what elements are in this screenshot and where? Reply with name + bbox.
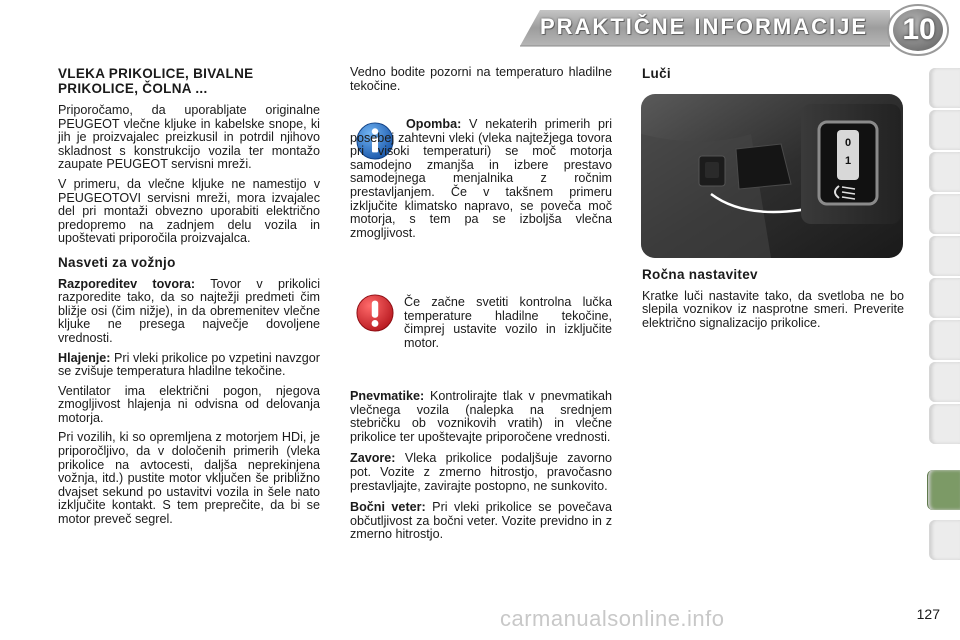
paragraph: Kratke luči nastavite tako, da svetloba ne bo slepila voznikov iz nasprotne smeri. Preverite električno signalizacijo prikolice. bbox=[642, 288, 904, 330]
watermark: carmanualsonline.info bbox=[500, 606, 725, 631]
column-left bbox=[58, 66, 320, 533]
text: Pri vleki prikolice po vzpetini navzgor se zvišuje temperatura hladilne tekočine. bbox=[58, 350, 320, 379]
column-right-bottom bbox=[642, 268, 904, 336]
subsection-heading: Ročna nastavitev bbox=[642, 267, 758, 282]
chapter-tab[interactable] bbox=[929, 278, 960, 318]
chapter-title: PRAKTIČNE INFORMACIJE bbox=[539, 14, 868, 39]
note-block bbox=[350, 118, 612, 246]
chapter-tab[interactable] bbox=[929, 362, 960, 402]
dashboard-illustration bbox=[641, 94, 903, 258]
paragraph-brakes bbox=[350, 452, 612, 493]
paragraph-load bbox=[58, 278, 320, 346]
chapter-tab[interactable] bbox=[929, 68, 960, 108]
paragraph: Priporočamo, da uporabljate originalne PEUGEOT vlečne kljuke in kabelske snope, ki jih je proizvajalec preizkusil in potrdil njihovo skladnost s konstrukcijo vozila ter montažo zaupate PEUGEOT servisni mreži. bbox=[58, 103, 320, 172]
chapter-tab[interactable] bbox=[929, 520, 960, 560]
dial-mark-top: 0 bbox=[844, 137, 852, 149]
warning-block bbox=[404, 296, 612, 356]
bold-label: Opomba: bbox=[406, 117, 462, 131]
chapter-number: 10 bbox=[902, 13, 936, 46]
headlamp-adjuster-photo bbox=[641, 94, 903, 258]
column-right-top bbox=[642, 66, 904, 89]
bold-label: Hlajenje: bbox=[58, 350, 111, 365]
paragraph: V primeru, da vlečne kljuke ne namestijo v PEUGEOTOVI servisni mreži, mora izvajalec del pri montaži obvezno uporabiti električno predopremo na zadnjem delu vozila in upoštevati priporočila proizvajalca. bbox=[58, 176, 320, 246]
paragraph-tyres bbox=[350, 390, 612, 444]
chapter-tab[interactable] bbox=[929, 404, 960, 444]
paragraph-cooling bbox=[58, 352, 320, 379]
chapter-tab[interactable] bbox=[929, 236, 960, 276]
chapter-header bbox=[0, 0, 960, 58]
page-number: 127 bbox=[916, 606, 940, 622]
section-heading: Luči bbox=[642, 66, 671, 81]
column-middle-lower bbox=[350, 390, 612, 548]
paragraph: Pri vozilih, ki so opremljena z motorjem HDi, je priporočljivo, da v določenih primerih (vleka prikolice na avtocesti, daljša neprekinjena vožnja, itd.) pustite motor vključen še približno dvajset sekund po ustavitvi vozila in šele nato izključite kontakt. S tem preprečite, da bi se motor preveč segrel. bbox=[58, 430, 320, 527]
note-paragraph bbox=[350, 118, 612, 240]
column-middle bbox=[350, 66, 612, 99]
warning-text: Če začne svetiti kontrolna lučka temperature hladilne tekočine, čimprej ustavite vozilo in izključite motor. bbox=[404, 295, 612, 350]
bold-label: Zavore: bbox=[350, 451, 396, 466]
chapter-tab-active[interactable] bbox=[927, 470, 960, 510]
paragraph-wind bbox=[350, 501, 612, 542]
paragraph: Ventilator ima električni pogon, njegova zmogljivost hlajenja ni odvisna od delovanja motorja. bbox=[58, 383, 320, 425]
text: Vleka prikolice podaljšuje zavorno pot. Vozite z zmerno hitrostjo, pravočasno prestavljajte, zavirajte postopno, ne sunkovito. bbox=[350, 451, 612, 493]
warning-icon bbox=[356, 294, 394, 332]
bold-label: Razporeditev tovora: bbox=[58, 276, 196, 291]
text: Tovor v prikolici razporedite tako, da so najtežji predmeti čim bližje osi (čim nižje), in da obremenitev vlečne kljuke ne presega največje dovoljene vrednosti. bbox=[58, 276, 320, 345]
subsection-heading: Nasveti za vožnjo bbox=[58, 254, 176, 270]
text: Kontrolirajte tlak v pnevmatikah vlečnega vozila (nalepka na srednjem stebričku ob voznikovih vratih) in vlečne prikolice ter upoštevajte priporočene vrednosti. bbox=[350, 389, 612, 444]
chapter-tab[interactable] bbox=[929, 194, 960, 234]
chapter-tabs bbox=[926, 68, 960, 578]
dial-mark-bottom: 1 bbox=[844, 155, 852, 167]
chapter-tab[interactable] bbox=[929, 152, 960, 192]
chapter-tab[interactable] bbox=[929, 320, 960, 360]
section-heading: VLEKA PRIKOLICE, BIVALNE PRIKOLICE, ČOLNA ... bbox=[58, 66, 254, 96]
chapter-tab[interactable] bbox=[929, 110, 960, 150]
bold-label: Bočni veter: bbox=[350, 500, 426, 515]
text: Pri vleki prikolice se povečava občutljivost za bočni veter. Vozite previdno in z zmerno hitrostjo. bbox=[350, 500, 612, 542]
text: V nekaterih primerih pri posebej zahtevni vleki (vleka najtežjega tovora pri visoki temperaturi) se moč motorja samodejno zmanjša in izbere prestavo samodejnega menjalnika z ročnim prestavljanjem. Če v takšnem primeru izključite klimatsko napravo, se poveča moč motorja, s tem pa se izboljša vlečna zmogljivost. bbox=[350, 117, 612, 240]
bold-label: Pnevmatike: bbox=[350, 389, 425, 403]
paragraph: Vedno bodite pozorni na temperaturo hladilne tekočine. bbox=[350, 65, 612, 93]
